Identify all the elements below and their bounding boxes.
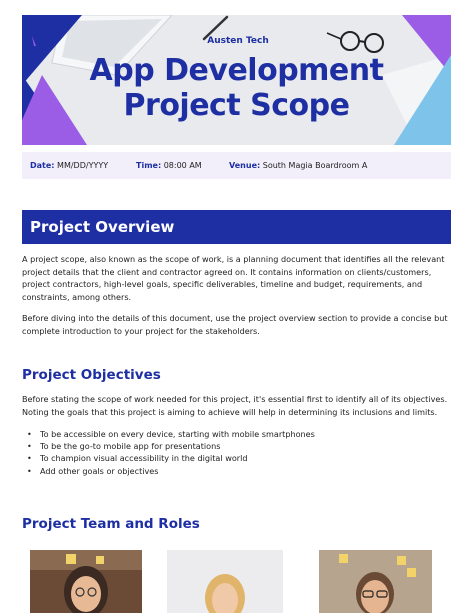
venue-label: Venue: bbox=[229, 161, 261, 170]
date-label: Date: bbox=[30, 161, 55, 170]
venue-field bbox=[229, 152, 367, 179]
venue-value: South Magia Boardroom A bbox=[262, 161, 368, 170]
objective-item: • Add other goals or objectives bbox=[27, 465, 315, 477]
team-member-photo bbox=[167, 550, 283, 613]
title-line-2: Project Scope bbox=[123, 88, 350, 123]
overview-heading: Project Overview bbox=[22, 210, 451, 244]
time-label: Time: bbox=[136, 161, 162, 170]
objectives-list bbox=[27, 428, 315, 477]
objectives-heading: Project Objectives bbox=[22, 367, 161, 383]
brand-name: Austen Tech bbox=[207, 36, 269, 46]
brand-logo bbox=[22, 36, 451, 46]
date-field bbox=[30, 152, 108, 179]
objective-item: • To be the go-to mobile app for presentations bbox=[27, 440, 315, 452]
objective-item: • To champion visual accessibility in the digital world bbox=[27, 452, 315, 464]
team-member-photo bbox=[30, 550, 142, 613]
team-member-photo bbox=[319, 550, 432, 613]
objective-item: • To be accessible on every device, starting with mobile smartphones bbox=[27, 428, 315, 440]
objectives-intro: Before stating the scope of work needed for this project, it's essential first to identify all of its objectives. Noting the goals that this project is aiming to achieve will help in determining its inclusions and limits. bbox=[22, 394, 448, 417]
time-field bbox=[136, 152, 202, 179]
overview-paragraph-2: Before diving into the details of this document, use the project overview section to provide a concise but complete introduction to your project for the stakeholders. bbox=[22, 313, 448, 336]
page-title bbox=[22, 53, 451, 123]
team-heading: Project Team and Roles bbox=[22, 516, 200, 532]
time-value: 08:00 AM bbox=[163, 161, 202, 170]
date-value: MM/DD/YYYY bbox=[57, 161, 109, 170]
overview-paragraph-1: A project scope, also known as the scope of work, is a planning document that identifies all the relevant project details that the client and contractor agreed on. It contains information on clients/customers, project contractors, high-level goals, specific deliverables, timeline and budget, requirements, and constraints, among others. bbox=[22, 254, 445, 302]
hero-banner bbox=[22, 15, 451, 145]
meeting-info-bar bbox=[22, 152, 451, 179]
title-line-1: App Development bbox=[89, 53, 384, 88]
